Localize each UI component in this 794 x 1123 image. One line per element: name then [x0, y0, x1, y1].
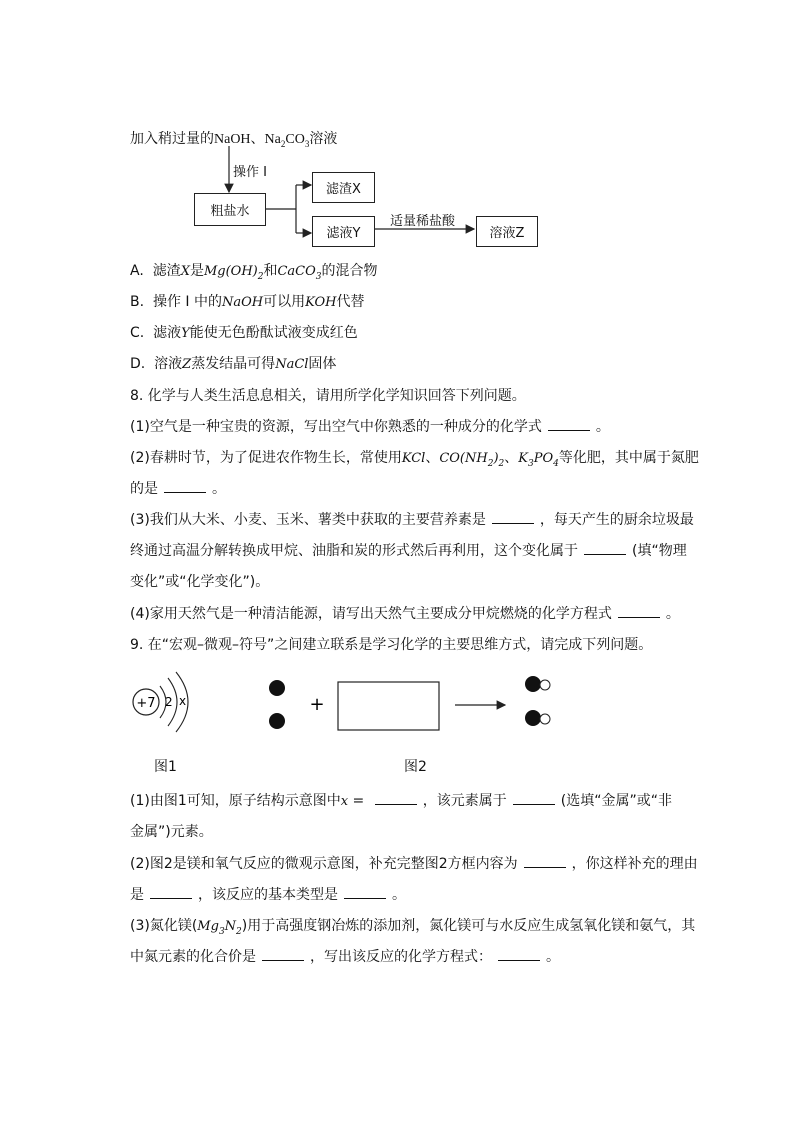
figure2-caption: 图2: [404, 759, 427, 775]
q9-stem: 9. 在“宏观–微观–符号”之间建立联系是学习化学的主要思维方式，请完成下列问题。: [130, 637, 653, 653]
mgo-o-atom: [540, 680, 550, 690]
flowchart-reagent-label: 加入稍过量的NaOH、$Na_2CO_3$溶液: [130, 132, 338, 149]
shell1-electrons: 2: [165, 695, 173, 709]
answer-blank[interactable]: [524, 855, 566, 868]
filtrate-y-box: 滤液Y: [312, 216, 375, 247]
answer-blank[interactable]: [513, 792, 555, 805]
q9-part3-line1: (3)氮化镁$(Mg_3N_2)$用于高强度钢冶炼的添加剂，氮化镁可与水反应生成氢氧化镁和氨气，其: [130, 918, 696, 937]
blank-box[interactable]: [338, 682, 439, 730]
answer-blank[interactable]: [548, 418, 590, 431]
acid-label: 适量稀盐酸: [390, 214, 456, 229]
mgo-o-atom: [540, 714, 550, 724]
residue-x-box: 滤渣X: [312, 172, 375, 203]
solution-z-box: 溶液Z: [476, 216, 538, 247]
option-d: D. 溶液Z蒸发结晶可得NaCl固体: [130, 356, 337, 372]
answer-blank[interactable]: [492, 511, 534, 524]
mg-atom: [269, 680, 285, 696]
answer-blank[interactable]: [344, 886, 386, 899]
q9-part3-line2: 中氮元素的化合价是 ，写出该反应的化学方程式： 。: [130, 949, 560, 965]
q8-part1: (1)空气是一种宝贵的资源，写出空气中你熟悉的一种成分的化学式 。: [130, 419, 610, 435]
q8-part4: (4)家用天然气是一种清洁能源，请写出天然气主要成分甲烷燃烧的化学方程式 。: [130, 606, 680, 622]
q9-part2-line2: 是 ，该反应的基本类型是 。: [130, 887, 406, 903]
q8-part3-line2: 终通过高温分解转换成甲烷、油脂和炭的形式然后再利用，这个变化属于 (填“物理: [130, 543, 687, 559]
mgo-mg-atom: [525, 676, 541, 692]
figure1-caption: 图1: [154, 759, 177, 775]
answer-blank[interactable]: [164, 480, 206, 493]
plus-sign: +: [309, 694, 325, 715]
nucleus-charge: +7: [136, 696, 156, 711]
q8-stem: 8. 化学与人类生活息息相关，请用所学化学知识回答下列问题。: [130, 388, 526, 404]
q8-part2-line1: (2)春耕时节，为了促进农作物生长，常使用KCl、$CO(NH_2)_2$、$K_3PO_4$等化肥，其中属于氮肥: [130, 450, 699, 469]
option-b: B. 操作 I 中的NaOH可以用KOH代替: [130, 294, 365, 310]
answer-blank[interactable]: [618, 605, 660, 618]
answer-blank[interactable]: [150, 886, 192, 899]
q9-part2-line1: (2)图2是镁和氧气反应的微观示意图，补充完整图2方框内容为 ，你这样补充的理由: [130, 856, 698, 872]
answer-blank[interactable]: [262, 948, 304, 961]
option-c: C. 滤液Y能使无色酚酞试液变成红色: [130, 325, 358, 341]
option-a: A. 滤渣X是$Mg(OH)_2$和CaCO$_3$的混合物: [130, 263, 378, 282]
crude-brine-box: 粗盐水: [194, 193, 266, 226]
q9-part1-line1: (1)由图1可知，原子结构示意图中x = ，该元素属于 (选填“金属”或“非: [130, 793, 672, 809]
q9-part1-line2: 金属”)元素。: [130, 824, 213, 840]
q8-part3-line3: 变化”或“化学变化”)。: [130, 574, 270, 590]
answer-blank[interactable]: [498, 948, 540, 961]
answer-blank[interactable]: [375, 792, 417, 805]
q8-part2-line2: 的是 。: [130, 481, 226, 497]
mgo-mg-atom: [525, 710, 541, 726]
operation-label: 操作 I: [233, 165, 267, 180]
q8-part3-line1: (3)我们从大米、小麦、玉米、薯类中获取的主要营养素是 ，每天产生的厨余垃圾最: [130, 512, 694, 528]
q9-figures: [0, 660, 794, 780]
shell2-electrons: x: [179, 694, 187, 708]
mg-atom: [269, 713, 285, 729]
answer-blank[interactable]: [584, 542, 626, 555]
